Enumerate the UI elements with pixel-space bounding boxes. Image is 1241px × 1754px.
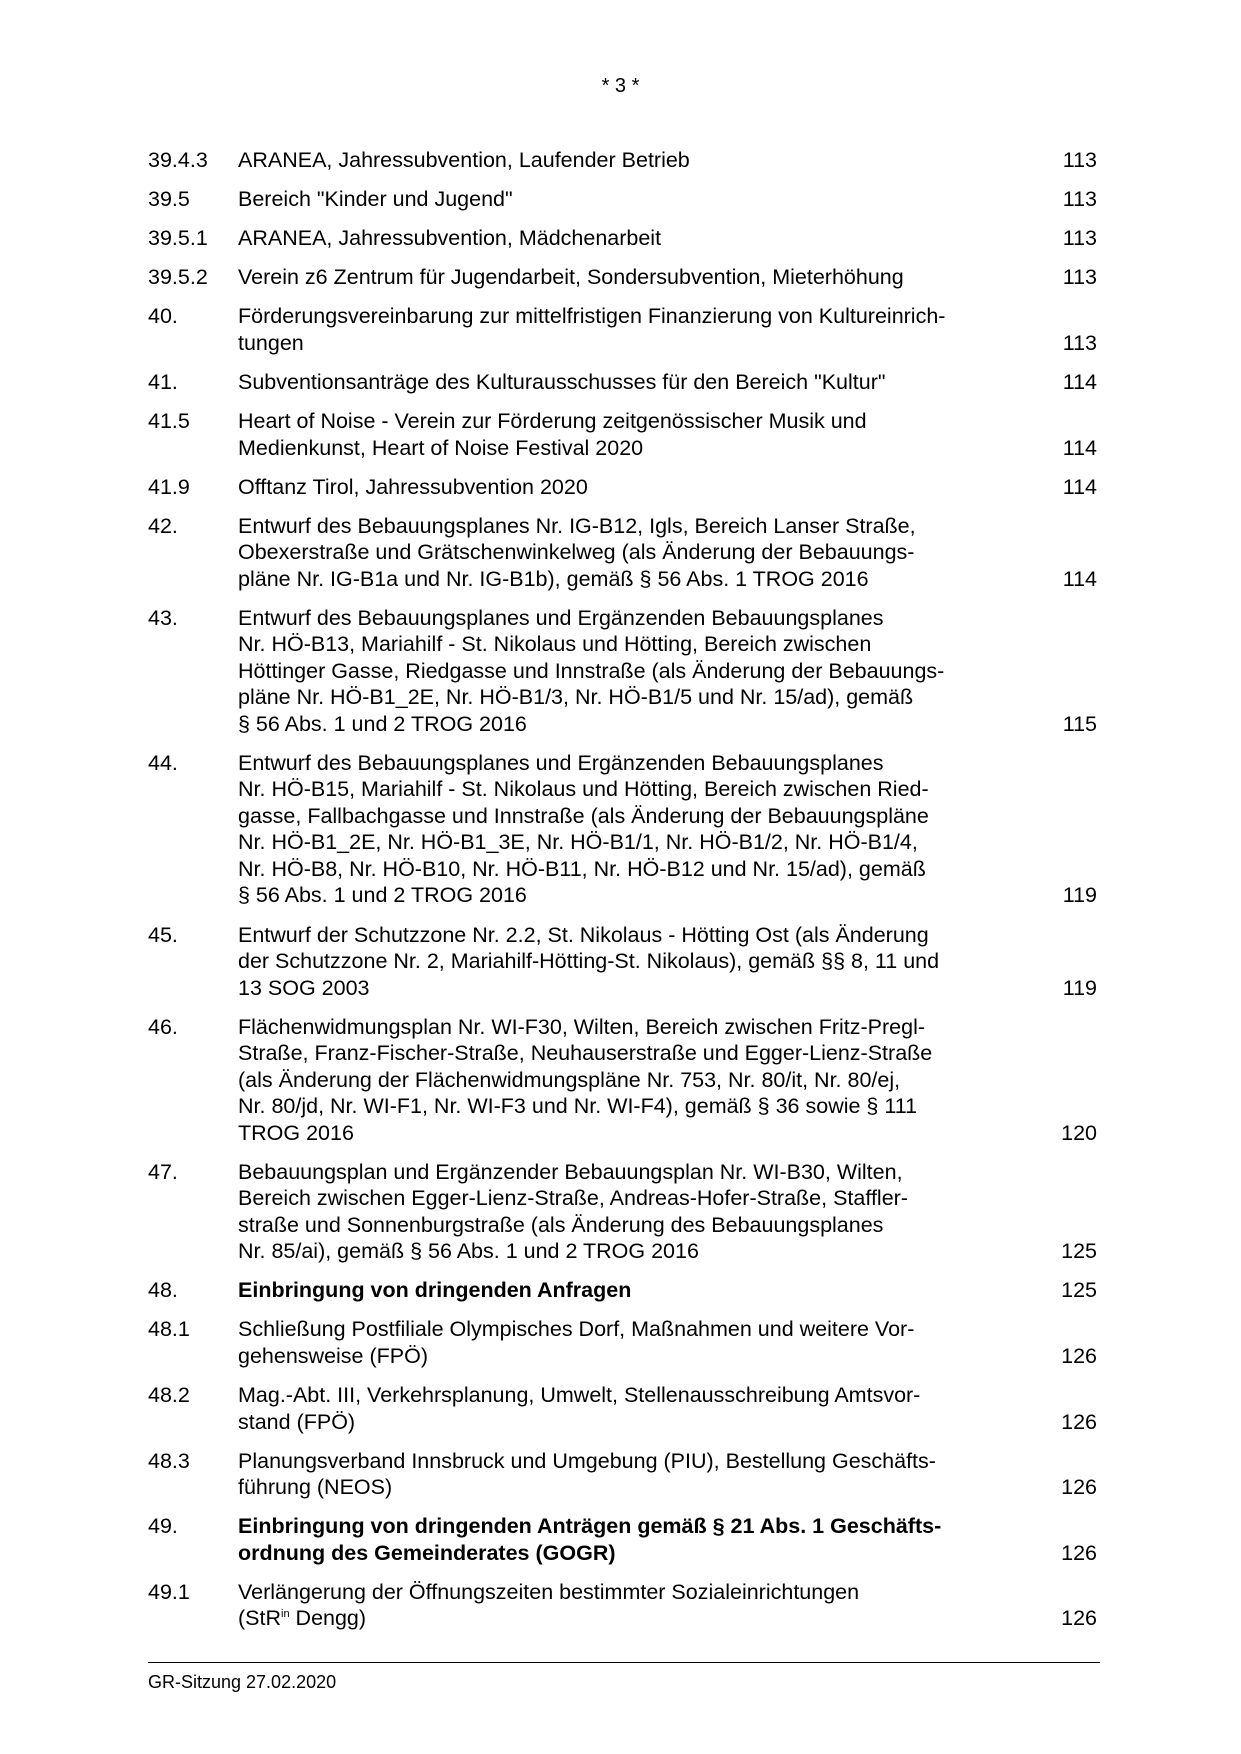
toc-entry-title-line: Nr. HÖ-B15, Mariahilf - St. Nikolaus und Hötting, Bereich zwischen Ried-: [238, 777, 929, 802]
toc-entry: [148, 605, 1100, 738]
toc-entry-title: [238, 1159, 1003, 1265]
toc-entry: [148, 1277, 1100, 1304]
toc-entry-title-line: Nr. 85/ai), gemäß § 56 Abs. 1 und 2 TROG 2016: [238, 1239, 699, 1264]
toc-entry-page: 115: [1062, 711, 1097, 736]
toc-entry-title: [238, 922, 1003, 1002]
toc-entry-title: [238, 303, 1003, 356]
toc-entry-page: 113: [1062, 226, 1097, 251]
title-superscript: in: [281, 1608, 290, 1621]
toc-entry-title: [238, 605, 1003, 738]
toc-entry-page: 113: [1062, 148, 1097, 172]
toc-entry-page: 126: [1061, 1606, 1097, 1631]
toc-entry-title-line: Planungsverband Innsbruck und Umgebung (PIU), Bestellung Geschäfts-: [238, 1448, 936, 1473]
toc-entry-title-line: Entwurf des Bebauungsplanes und Ergänzenden Bebauungsplanes: [238, 605, 884, 630]
toc-entry-title-line: ARANEA, Jahressubvention, Laufender Betrieb: [238, 148, 690, 172]
toc-entry-number: 39.4.3: [148, 148, 208, 172]
toc-entry-title-line: Flächenwidmungsplan Nr. WI-F30, Wilten, Bereich zwischen Fritz-Pregl-: [238, 1014, 926, 1039]
title-suffix: Dengg): [289, 1606, 367, 1631]
toc-entry-title-line: Nr. HÖ-B1_2E, Nr. HÖ-B1_3E, Nr. HÖ-B1/1, Nr. HÖ-B1/2, Nr. HÖ-B1/4,: [238, 830, 918, 855]
toc-entry-title-line: Nr. HÖ-B8, Nr. HÖ-B10, Nr. HÖ-B11, Nr. HÖ-B12 und Nr. 15/ad), gemäß: [238, 856, 926, 881]
toc-entry-number: 39.5.1: [148, 226, 208, 251]
toc-entry-title: [238, 147, 1003, 174]
toc-entry-title: [238, 1513, 1003, 1566]
toc-entry-title-line: Bereich zwischen Egger-Lienz-Straße, Andreas-Hofer-Straße, Staffler-: [238, 1186, 908, 1211]
toc-entry-number: 49.: [148, 1514, 178, 1539]
toc-entry-page: 126: [1061, 1475, 1097, 1500]
toc-entry-page: 114: [1062, 369, 1097, 394]
toc-entry-page: 126: [1061, 1409, 1097, 1434]
toc-entry-title-line: Bereich "Kinder und Jugend": [238, 187, 513, 212]
toc-entry: [148, 186, 1100, 213]
toc-entry-page: 113: [1062, 265, 1097, 290]
toc-entry-title-line: 13 SOG 2003: [238, 975, 370, 1000]
page-number: * 3 *: [601, 75, 640, 97]
toc-entry-title-line: ARANEA, Jahressubvention, Mädchenarbeit: [238, 226, 662, 251]
toc-entry-title-line: Mag.-Abt. III, Verkehrsplanung, Umwelt, Stellenausschreibung Amtsvor-: [238, 1383, 921, 1407]
toc-entry-title: [238, 513, 1003, 593]
toc-entry-title-line: der Schutzzone Nr. 2, Mariahilf-Hötting-St. Nikolaus), gemäß §§ 8, 11 und: [238, 949, 940, 974]
toc-entry-title-line: Förderungsvereinbarung zur mittelfristigen Finanzierung von Kultureinrich-: [238, 304, 946, 329]
toc-entry-number: 47.: [148, 1159, 178, 1184]
toc-entry-page: 113: [1062, 330, 1097, 355]
toc-entry-page: 119: [1062, 975, 1097, 1000]
toc-entry-title-line: TROG 2016: [238, 1120, 354, 1145]
toc-entry-title: [238, 750, 1003, 909]
toc-entry: [148, 408, 1100, 461]
toc-entry-title-line: Nr. 80/jd, Nr. WI-F1, Nr. WI-F3 und Nr. WI-F4), gemäß § 36 sowie § 111: [238, 1094, 918, 1119]
title-prefix: (StR: [238, 1606, 281, 1631]
toc-entry-title: [238, 1448, 1003, 1501]
toc-entry-title-line: gasse, Fallbachgasse und Innstraße (als Änderung der Bebauungspläne: [238, 803, 929, 828]
toc-entry: [148, 1513, 1100, 1566]
toc-entry-title: [238, 474, 1003, 501]
toc-entry-title: [238, 225, 1003, 252]
toc-entry-title-line: Bebauungsplan und Ergänzender Bebauungsplan Nr. WI-B30, Wilten,: [238, 1159, 903, 1184]
toc-entry-title-line: Entwurf des Bebauungsplanes und Ergänzenden Bebauungsplanes: [238, 750, 884, 775]
toc-entry: [148, 369, 1100, 396]
toc-entry: [148, 1382, 1100, 1435]
toc-entry-page: 125: [1061, 1278, 1097, 1303]
toc-entry-title-line: Entwurf der Schutzzone Nr. 2.2, St. Nikolaus - Hötting Ost (als Änderung: [238, 922, 929, 947]
toc-entry-title-line: Schließung Postfiliale Olympisches Dorf, Maßnahmen und weitere Vor-: [238, 1317, 915, 1342]
toc-entry-page: 119: [1062, 883, 1097, 908]
toc-entry-title-line: Verein z6 Zentrum für Jugendarbeit, Sondersubvention, Mieterhöhung: [238, 265, 904, 290]
toc-entry-title-line: Entwurf des Bebauungsplanes Nr. IG-B12, Igls, Bereich Lanser Straße,: [238, 513, 916, 538]
toc-entry-number: 41.9: [148, 474, 190, 499]
toc-entry-number: 39.5.2: [148, 265, 208, 290]
toc-entry: [148, 1448, 1100, 1501]
footer-session-date: GR-Sitzung 27.02.2020: [148, 1672, 337, 1692]
toc-entry-number: 49.1: [148, 1579, 190, 1604]
toc-entry-title-line: pläne Nr. IG-B1a und Nr. IG-B1b), gemäß § 56 Abs. 1 TROG 2016: [238, 566, 869, 591]
toc-entry-number: 45.: [148, 922, 178, 947]
toc-entry-title-line: Straße, Franz-Fischer-Straße, Neuhauserstraße und Egger-Lienz-Straße: [238, 1041, 933, 1066]
toc-entry-title-line: pläne Nr. HÖ-B1_2E, Nr. HÖ-B1/3, Nr. HÖ-B1/5 und Nr. 15/ad), gemäß: [238, 685, 914, 710]
toc-entry-number: 40.: [148, 304, 178, 329]
toc-entry-number: 42.: [148, 513, 178, 538]
toc-entry-title: [238, 1277, 1003, 1304]
toc-entry-number: 41.: [148, 369, 178, 394]
toc-entry-number: 44.: [148, 750, 178, 775]
toc-entry: [148, 225, 1100, 252]
toc-entry-number: 43.: [148, 605, 178, 630]
toc-entry-page: 126: [1061, 1540, 1097, 1565]
toc-entry-page: 114: [1062, 566, 1097, 591]
toc-entry-title-line: führung (NEOS): [238, 1475, 393, 1500]
toc-entry-number: 48.2: [148, 1383, 190, 1407]
toc-entry-number: 39.5: [148, 187, 190, 212]
toc-entry-title-line: Verlängerung der Öffnungszeiten bestimmter Sozialeinrichtungen: [238, 1579, 860, 1604]
toc-entry: [148, 513, 1100, 593]
toc-entry-title: [238, 408, 1003, 461]
toc-entry-title-line: § 56 Abs. 1 und 2 TROG 2016: [238, 711, 527, 736]
toc-entry: [148, 922, 1100, 1002]
toc-entry-title-line: [238, 1605, 1003, 1632]
toc-entry-title: [238, 186, 1003, 213]
toc-entry-title-line: stand (FPÖ): [238, 1409, 356, 1434]
toc-entry-page: 125: [1061, 1239, 1097, 1264]
toc-entry: [148, 147, 1100, 174]
toc-entry-title-line: gehensweise (FPÖ): [238, 1343, 428, 1368]
toc-entry-page: 114: [1062, 474, 1097, 499]
toc-entry-title-line: Heart of Noise - Verein zur Förderung zeitgenössischer Musik und: [238, 409, 867, 434]
toc-entry-title: [238, 1316, 1003, 1369]
toc-entry-title: [238, 1579, 1003, 1632]
toc-entry-title-line: tungen: [238, 330, 304, 355]
toc-entry: [148, 1579, 1100, 1632]
toc-entry-page: 114: [1062, 435, 1097, 460]
toc-entry-title-line: straße und Sonnenburgstraße (als Änderung des Bebauungsplanes: [238, 1212, 884, 1237]
toc-entry-title-line: (als Änderung der Flächenwidmungspläne Nr. 753, Nr. 80/it, Nr. 80/ej,: [238, 1067, 901, 1092]
toc-entry-number: 48.: [148, 1278, 178, 1303]
toc-entry-title: [238, 1014, 1003, 1147]
toc-entry-title: [238, 369, 1003, 396]
toc-entry: [148, 474, 1100, 501]
toc-entry-title-line: Offtanz Tirol, Jahressubvention 2020: [238, 474, 588, 499]
toc-entry-page: 126: [1061, 1343, 1097, 1368]
toc-entry-number: 41.5: [148, 409, 190, 434]
toc-entry-title: [238, 264, 1003, 291]
toc-entry: [148, 750, 1100, 909]
toc-entry-title-line: ordnung des Gemeinderates (GOGR): [238, 1540, 616, 1565]
toc-entry-title-line: Obexerstraße und Grätschenwinkelweg (als Änderung der Bebauungs-: [238, 540, 915, 565]
toc-entry-title: [238, 1382, 1003, 1435]
table-of-contents: [148, 147, 1100, 1644]
toc-entry-title-line: Höttinger Gasse, Riedgasse und Innstraße (als Änderung der Bebauungs-: [238, 658, 945, 683]
toc-entry-page: 120: [1061, 1120, 1097, 1145]
toc-entry: [148, 1159, 1100, 1265]
toc-entry-title-line: Einbringung von dringenden Anträgen gemäß § 21 Abs. 1 Geschäfts-: [238, 1514, 942, 1539]
toc-entry-title-line: Subventionsanträge des Kulturausschusses für den Bereich "Kultur": [238, 369, 886, 394]
toc-entry-page: 113: [1062, 187, 1097, 212]
toc-entry: [148, 1316, 1100, 1369]
toc-entry-title-line: Einbringung von dringenden Anfragen: [238, 1278, 632, 1303]
toc-entry-title-line: § 56 Abs. 1 und 2 TROG 2016: [238, 883, 527, 908]
toc-entry-number: 46.: [148, 1014, 178, 1039]
toc-entry-number: 48.3: [148, 1448, 190, 1473]
toc-entry-title-line: Nr. HÖ-B13, Mariahilf - St. Nikolaus und Hötting, Bereich zwischen: [238, 632, 872, 657]
footer-divider: [148, 1662, 1100, 1663]
toc-entry: [148, 1014, 1100, 1147]
toc-entry: [148, 264, 1100, 291]
toc-entry-title-line: Medienkunst, Heart of Noise Festival 2020: [238, 435, 644, 460]
toc-entry: [148, 303, 1100, 356]
toc-entry-number: 48.1: [148, 1317, 190, 1342]
